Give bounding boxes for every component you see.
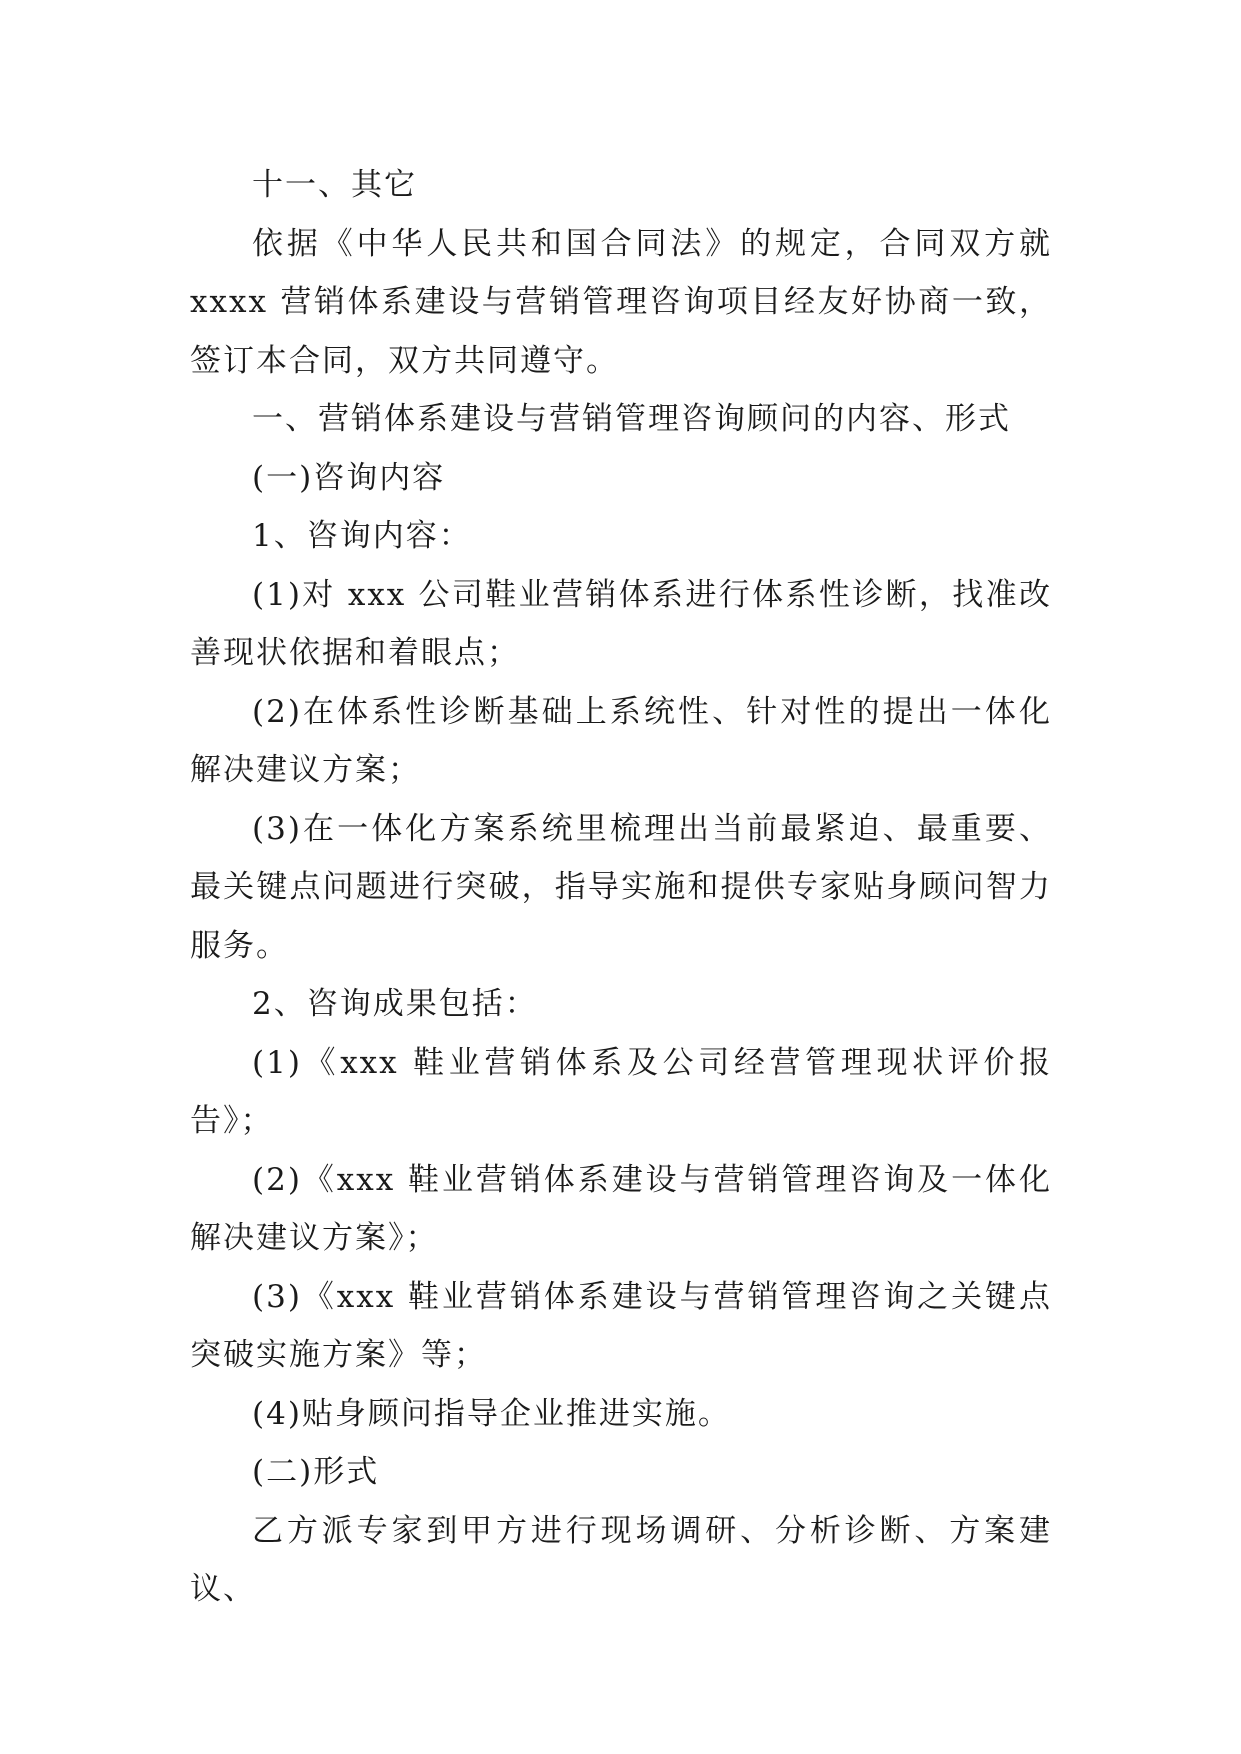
preamble-paragraph: 依据《中华人民共和国合同法》的规定，合同双方就 xxxx 营销体系建设与营销管理咨询项目经友好协商一致，签订本合同，双方共同遵守。 [190, 225, 1052, 379]
subsection-heading: (一)咨询内容 [252, 459, 446, 496]
list-item: (2)在体系性诊断基础上系统性、针对性的提出一体化解决建议方案； [190, 693, 1052, 788]
list-item: (2)《xxx 鞋业营销体系建设与营销管理咨询及一体化解决建议方案》； [190, 1161, 1052, 1256]
body-paragraph: 乙方派专家到甲方进行现场调研、分析诊断、方案建议、 [190, 1512, 1052, 1607]
item-heading: 1、咨询内容： [252, 518, 472, 554]
section-heading: 十一、其它 [252, 167, 417, 203]
item-heading: 2、咨询成果包括： [252, 986, 538, 1022]
document-body [190, 156, 1052, 1619]
list-item: (3)《xxx 鞋业营销体系建设与营销管理咨询之关键点突破实施方案》等； [190, 1278, 1052, 1373]
list-item: (1)《xxx 鞋业营销体系及公司经营管理现状评价报告》； [190, 1044, 1052, 1139]
list-item: (3)在一体化方案系统里梳理出当前最紧迫、最重要、最关键点问题进行突破，指导实施和提供专家贴身顾问智力服务。 [190, 810, 1052, 964]
subsection-heading: (二)形式 [252, 1454, 380, 1490]
list-item: (4)贴身顾问指导企业推进实施。 [252, 1395, 731, 1432]
section-heading: 一、营销体系建设与营销管理咨询顾问的内容、形式 [252, 401, 1011, 437]
list-item: (1)对 xxx 公司鞋业营销体系进行体系性诊断，找准改善现状依据和着眼点； [190, 576, 1052, 671]
